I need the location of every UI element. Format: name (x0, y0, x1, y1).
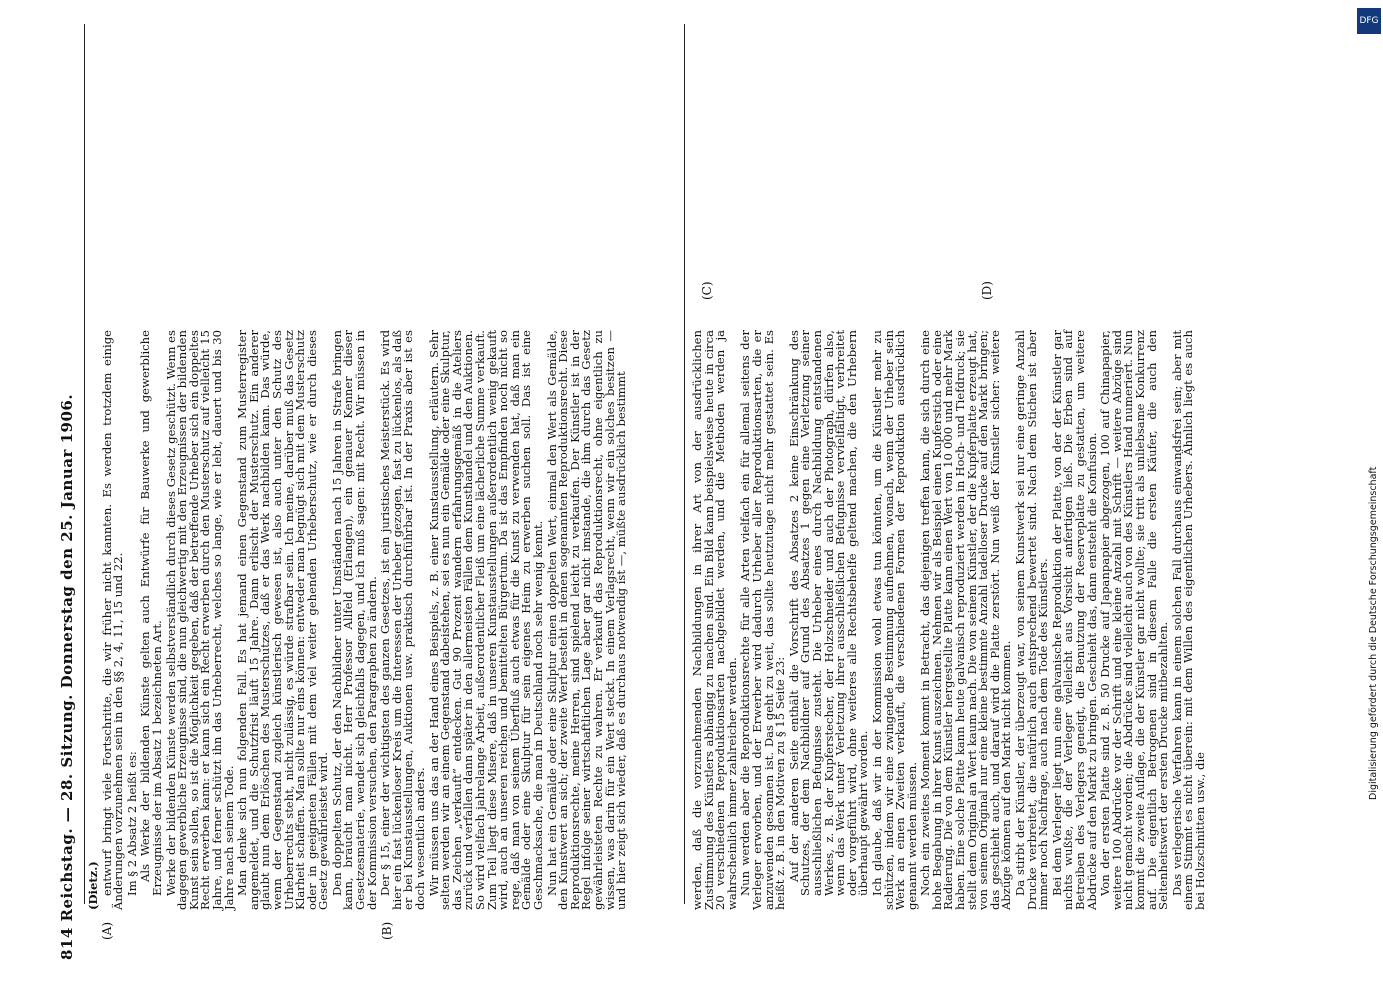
paragraph: Bei dem Verleger liegt nun eine galvanische Reproduktion der Platte, von der der Künstler gar nichts wußte, die der Verleger vielleicht aus Vorsicht anfertigen ließ. Die Erben sind auf Betreiben des Verlegers geneigt, die Benutzung der Reserveplatte zu gestatten, um weitere Abdrücke auf den Markt zu bringen. Geschieht das, dann entsteht die Konfusion. (1049, 330, 1099, 910)
dfg-logo: DFG (1357, 8, 1381, 34)
digitization-credit (1368, 40, 1380, 800)
paragraph: entwurf bringt viele Fortschritte, die wir früher nicht kannten. Es werden trotzdem einige Änderungen vorzunehmen sein in den §§ 2, 4, 11, 15 und 22. (99, 330, 126, 910)
paragraph: Da stirbt der Künstler, der überzeugt war, von seinem Kunstwerk sei nur eine geringe Anzahl Drucke verbreitet, die natürlich auch entsprechend bewertet sind. Nach dem Stichen ist aber immer noch Nachfrage, auch nach dem Tode des Künstlers. (1013, 330, 1051, 910)
column-right (692, 330, 1282, 910)
paragraph: werden, daß die vorzunehmenden Nachbildungen in ihrer Art von der ausdrücklichen Zustimmung des Künstlers abhängig zu machen sind. Ein Bild kann beispielsweise heute in circa 20 verschiedenen Reproduktionsarten nachgebildet werden, und die Methoden werden ja wahrscheinlich immer zahlreicher werden. (690, 330, 739, 910)
quote-paragraph: Als Werke der bildenden Künste gelten auch Entwürfe für Bauwerke und gewerbliche Erzeugnisse der im Absatz 1 bezeichneten Art. (138, 330, 164, 896)
running-header: 814 Reichstag. — 28. Sitzung. Donnerstag den 25. Januar 1906. (58, 393, 76, 960)
column-left (88, 330, 680, 910)
margin-letter-a: (A) (100, 921, 114, 940)
speaker-tag: (Dietz.) (86, 861, 100, 910)
paragraph: Nun hat ein Gemälde oder eine Skulptur einen doppelten Wert, einmal den Wert als Gemälde, den Kunstwert an sich; der zweite Wert besteht in denen sogenannten Reproduktionsrecht. Diese Reproduktionsrechte, meine Herren, sind spielend leicht zu verkaufen. Der Künstler ist in der Regel infolge seiner wirtschaftlichen Lage aber gar nicht imstande, die ihm durch das Gesetz gewährleisteten Rechte zu wahren. Er verkauft das Reproduktionsrecht, ohne eigentlich zu wissen, was darin für ein Wert steckt. In einem Verlagsrecht, wenn wir ein solches besitzen — und hier zeigt sich wieder, daß es durchaus notwendig ist —, müßte ausdrücklich bestimmt (544, 330, 629, 910)
column-divider (684, 24, 685, 904)
paragraph: Der § 15, einer der wichtigsten des ganzen Gesetzes, ist ein juristisches Meisterstück. Es wird hier ein fast lückenloser Kreis um die Interessen der Urheber gezogen, fast zu lückenlos, als daß er bei Kunstausstellungen, Auktionen usw. praktisch durchführbar ist. In der Praxis aber ist es doch wesentlich anders. (378, 330, 428, 910)
paragraph: Man denke sich nun folgenden Fall. Es hat jemand einen Gegenstand zum Musterregister angemeldet, und die Schutzfrist läuft 15 Jahre. Dann erlischt der Musterschutz. Ein anderer glaubt nun dem Erlöschen des Musterschutzes, daß er das Werk nachbilden kann. Das würde, wenn der Gegenstand zugleich künstlerisch gewesen ist, also auch unter den Schutz des Urheberrechts steht, nicht zulässig, es würde strafbar sein. Ich meine, darüber muß das Gesetz Klarheit schaffen. Man sollte nur eins können: entweder man begnügt sich mit dem Musterschutz oder in geeigneten Fällen mit dem viel weiter gehenden Urheberschutz, wie er durch dieses Gesetz gewährleistet wird. (235, 330, 331, 910)
quote-paragraph: Auf der anderen Seite enthält die Vorschrift des Absatzes 2 keine Einschränkung des Schutzes, der dem Nachbildner auf Grund des Absatzes 1 gegen eine Verletzung seiner ausschließlichen Befugnisse zusteht. Die Urheber eines durch Nachbildung entstandenen Werkes, z. B. der Kupferstecher, der Holzschneider und auch der Photograph, dürfen also, wenn das Werk unter Verletzung ihrer ausschließlichen Befugnisse vervielfältigt, verbreitet oder vorgeführt wird, ohne weiteres alle Rechtsbehelfe geltend machen, die den Urhebern überhaupt gewährt worden. (786, 330, 871, 896)
header-rule (84, 24, 85, 904)
paragraph: Nun werden aber die Reproduktionsrechte für alle Arten vielfach ein für allemal seitens der Verleger erworben, und der Erwerber wird dadurch Urheber aller Reproduktionsarten, die er anzuwenden gesonnen ist. Das geht zu weit, das sollte heutzutage nicht mehr gestattet sein. Es heißt z. B. in den Motiven zu § 15 Seite 23: (738, 330, 788, 910)
paragraph: Den doppelten Schutz, der den Nachbildner unter Umständen nach 15 Jahren in Strafe bringen kann, braucht man nicht. Herr Professor Allfeld (Erlangen), ein genauer Kenner dieser Gesetzesmaterie, wendet sich gleichfalls dagegen, und ich muß sagen: mit Recht. Wir müssen in der Kommission versuchen, den Paragraphen zu ändern. (329, 330, 379, 910)
paragraph: Ich glaube, daß wir in der Kommission wohl etwas tun könnten, um die Künstler mehr zu schützen, indem wir eine zwingende Bestimmung aufnehmen, wonach, wenn der Urheber sein Werk an einen Zweiten verkauft, die verschiedenen Formen der Reproduktion ausdrücklich genannt werden müssen. (869, 330, 919, 910)
paragraph: Wir müssen uns das an der Hand eines Beispiels, z. B. einer Kunstausstellung, erläutern. Sehr selten werden wir an einem Gegenstand dabeistehen, sei es nun ein Gemälde oder eine Skulptur, das Zeichen „verkauft“ entdecken. Gut 90 Prozent wandern erfahrungsgemäß in die Ateliers zurück und verfallen dann später in den allermeisten Fällen dem Kunsthandel und den Auktionen. So wird vielfach jahrelange Arbeit, außerordentlicher Fleiß um eine lächerliche Summe verkauft. Zum Teil liegt diese Misere, daß in unseren Kunstausstellungen außerordentlich wenig gekauft wird, auch an unseren reichen und bemittelten Bürgertum. Da ist das Empfinden noch nicht so rege, daß man von seinem Überfluß auch etwas für die Kunst zu verwenden hat, daß man ein Gemälde oder eine Skulptur für sein eigenes Heim zu erwerben suchen soll. Das ist eine Geschmacksache, die man in Deutschland noch sehr wenig kennt. (426, 330, 545, 910)
credit-text: Digitalisierung gefördert durch die Deutsche Forschungsgemeinschaft (1368, 466, 1379, 800)
margin-letter-c: (C) (700, 281, 714, 300)
paragraph: Noch ein zweites Moment kommt in Betracht, das diejenigen treffen kann, die sich durch eine hohe Begabung in ihrer Kunst auszeichnen. Nehmen wir als Beispiel einen Kupferstich oder eine Radierung. Die von dem Künstler hergestellte Platte kann einen Wert von 10 000 und mehr Mark haben. Eine solche Platte kann heute galvanisch reproduziert werden in Hoch- und Tiefdruck; sie stellt dem Original an Wert kaum nach. Die von seinem Künstler, der die Kupferplatte erzeugt hat, von seinem Original nur eine kleine bestimmte Anzahl tadelloser Drucke auf den Markt bringen; das geschieht auch, und darauf wird die Platte zerstört. Nun weiß der Künstler sicher: weitere Abzüge können auf den Markt nicht kommen. (918, 330, 1014, 910)
paragraph: Im § 2 Absatz 2 heißt es: (124, 751, 139, 896)
margin-letter-d: (D) (980, 281, 994, 300)
paragraph: Werke der bildenden Künste werden selbstverständlich durch dieses Gesetz geschützt. Wenn es dagegen gewerbliche Erzeugnisse sind, die nun gleichwertig mit den Erzeugnissen der bildenden Kunst sein sollen, so ist die Möglichkeit gegeben, daß der betreffende Urheber sich ein doppeltes Recht erwerben kann: er kann sich ein Recht erwerben durch den Musterschutz auf vielleicht 15 Jahre, und ferner schützt ihn das Urheberrecht, welches so lange, wie er lebt, dauert und bis 30 Jahre nach seinem Tode. (163, 330, 236, 910)
margin-letter-b: (B) (380, 921, 394, 940)
paragraph: Von der ersten Platte sind z. B. 50 Drucke auf Japanpapier abgezogen, 100 auf Chinapapier, weitere 100 Abdrücke vor der Schrift und eine kleine Anzahl mit Schrift — weitere Abzüge sind nicht gemacht worden; die Abdrücke sind vielleicht auch von des Künstlers Hand numeriert. Nun kommt die zweite Auflage, die der Künstler gar nicht wollte; sie tritt als unliebsame Konkurrenz auf. Die eigentlich Betrogenen sind in diesem Falle die ersten Käufer, die auch den Seltenheitswert der ersten Drucke mitbezahlten. (1098, 330, 1171, 910)
paragraph: Das verlegerische Verfahren kann in einem solchen Fall durchaus einwandsfrei sein; aber mit einem Stimmt es nicht überein: mit dem Willen des eigentlichen Urhebers. Ähnlich liegt es auch bei Holzschnitten usw., die (1169, 330, 1207, 910)
